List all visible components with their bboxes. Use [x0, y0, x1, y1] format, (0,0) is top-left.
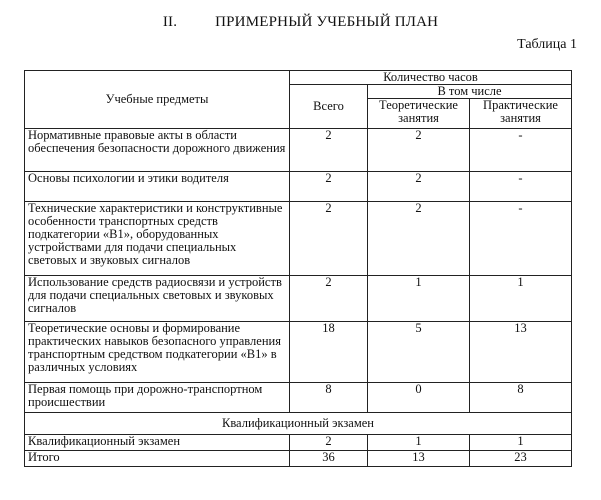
practice-cell: - [470, 129, 572, 172]
table-row [25, 172, 572, 202]
curriculum-table [24, 70, 572, 467]
section-heading: Квалификационный экзамен [25, 413, 572, 435]
subject-cell: Итого [25, 451, 290, 467]
subject-cell: Технические характеристики и конструктивные особенности транспортных средств подкатегории «В1», оборудованных устройствами для подачи специальных световых и звуковых сигналов [25, 202, 290, 276]
practice-cell: - [470, 172, 572, 202]
total-cell: 2 [290, 129, 368, 172]
subject-cell: Использование средств радиосвязи и устройств для подачи специальных световых и звуковых сигналов [25, 276, 290, 322]
total-cell: 8 [290, 383, 368, 413]
total-row [25, 451, 572, 467]
table-row [25, 276, 572, 322]
table-row [25, 322, 572, 383]
section-row [25, 413, 572, 435]
subject-cell: Первая помощь при дорожно-транспортном происшествии [25, 383, 290, 413]
header-row-1 [25, 71, 572, 85]
theory-cell: 13 [368, 451, 470, 467]
total-cell: 2 [290, 202, 368, 276]
total-cell: 2 [290, 276, 368, 322]
subject-cell: Нормативные правовые акты в области обеспечения безопасности дорожного движения [25, 129, 290, 172]
practice-cell: 1 [470, 276, 572, 322]
table-row [25, 202, 572, 276]
header-hours: Количество часов [290, 71, 572, 85]
theory-cell: 1 [368, 435, 470, 451]
subject-cell: Основы психологии и этики водителя [25, 172, 290, 202]
theory-cell: 2 [368, 129, 470, 172]
practice-cell: - [470, 202, 572, 276]
table-label: Таблица 1 [517, 37, 577, 52]
total-cell: 18 [290, 322, 368, 383]
theory-cell: 1 [368, 276, 470, 322]
subject-cell: Теоретические основы и формирование практических навыков безопасного управления транспортным средством подкатегории «В1» в различных условиях [25, 322, 290, 383]
table-row [25, 129, 572, 172]
section-number: II. [162, 14, 178, 30]
total-cell: 2 [290, 435, 368, 451]
total-cell: 36 [290, 451, 368, 467]
header-practice: Практические занятия [470, 99, 572, 129]
theory-cell: 2 [368, 172, 470, 202]
exam-row [25, 435, 572, 451]
practice-cell: 1 [470, 435, 572, 451]
header-theory: Теоретические занятия [368, 99, 470, 129]
theory-cell: 2 [368, 202, 470, 276]
header-total: Всего [290, 85, 368, 129]
theory-cell: 5 [368, 322, 470, 383]
header-subjects: Учебные предметы [25, 71, 290, 129]
theory-cell: 0 [368, 383, 470, 413]
subject-cell: Квалификационный экзамен [25, 435, 290, 451]
section-title: ПРИМЕРНЫЙ УЧЕБНЫЙ ПЛАН [215, 14, 439, 30]
header-including: В том числе [368, 85, 572, 99]
page-title [0, 14, 601, 31]
practice-cell: 23 [470, 451, 572, 467]
practice-cell: 13 [470, 322, 572, 383]
total-cell: 2 [290, 172, 368, 202]
table-row [25, 383, 572, 413]
practice-cell: 8 [470, 383, 572, 413]
